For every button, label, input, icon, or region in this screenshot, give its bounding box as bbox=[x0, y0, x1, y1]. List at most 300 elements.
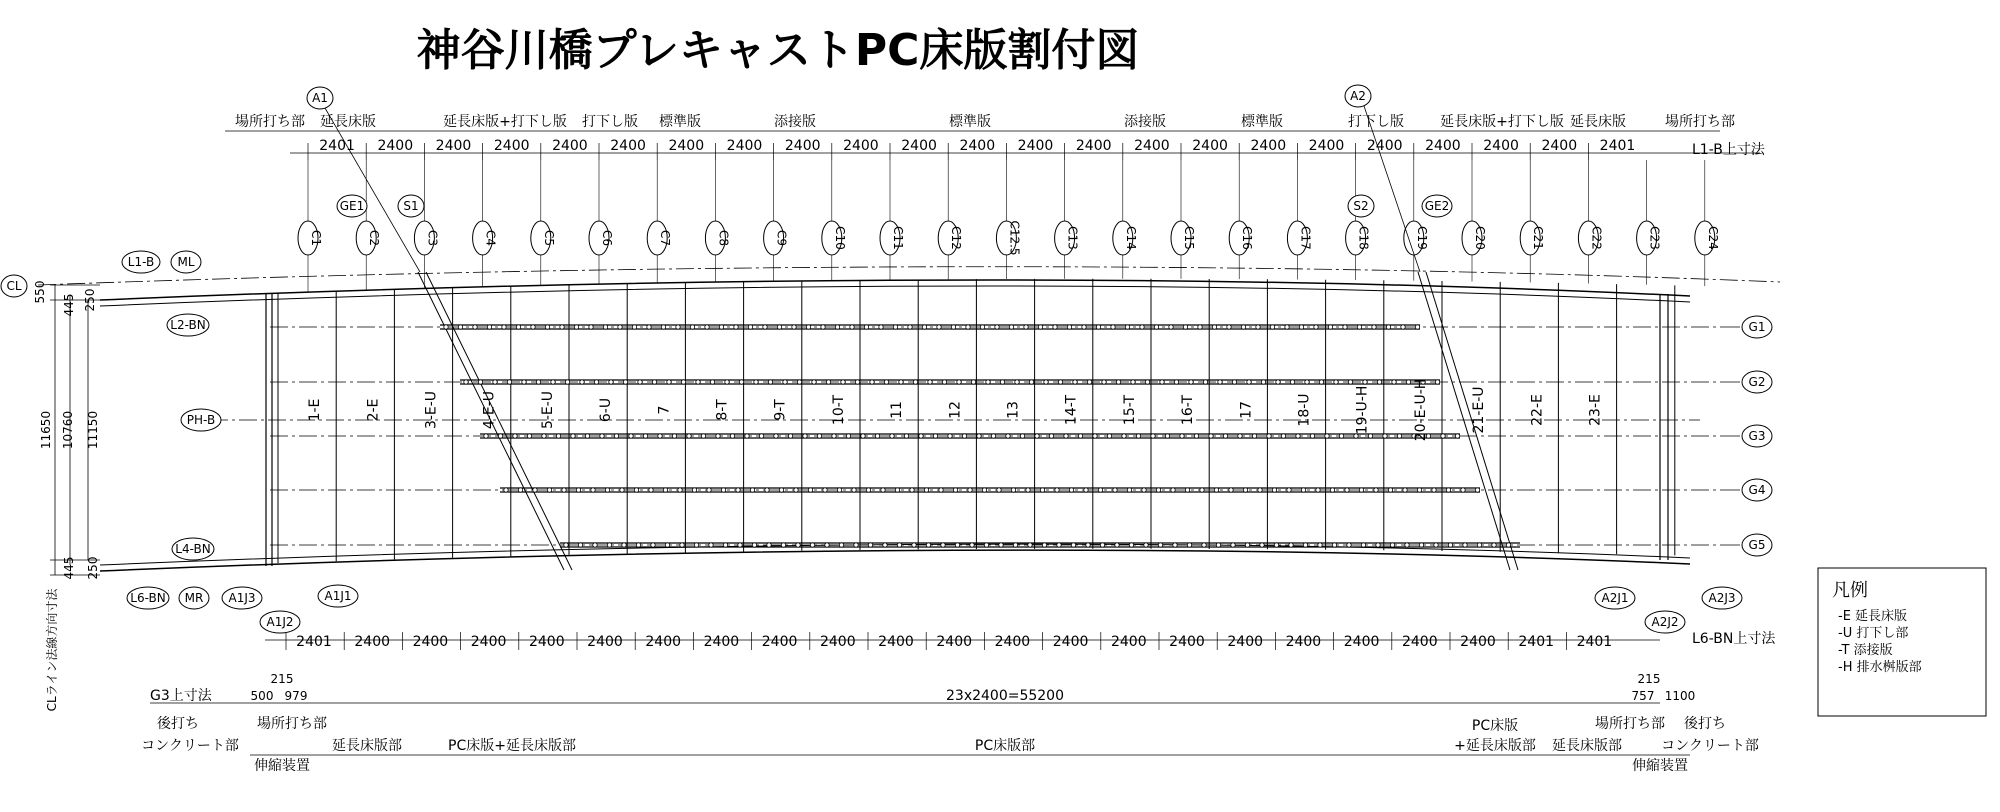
bottom-dim-value: 2400 bbox=[1401, 634, 1438, 650]
top-dim-value: 2400 bbox=[1134, 138, 1170, 154]
girder-tags bbox=[1720, 316, 1772, 556]
stud-hole bbox=[1024, 325, 1028, 329]
panel-label: 9-T bbox=[772, 399, 789, 421]
stud-hole bbox=[1151, 434, 1155, 438]
stud-hole bbox=[1035, 434, 1039, 438]
stud-hole bbox=[1339, 434, 1343, 438]
zone-right-expansion: 伸縮装置 bbox=[1632, 758, 1688, 774]
stud-hole bbox=[672, 434, 676, 438]
stud-hole bbox=[1144, 543, 1148, 547]
svg-text:C10: C10 bbox=[832, 226, 847, 250]
bottom-dim-value: 2400 bbox=[645, 634, 682, 650]
stud-hole bbox=[652, 380, 656, 384]
stud-hole bbox=[792, 325, 796, 329]
stud-hole bbox=[1390, 543, 1394, 547]
stud-hole bbox=[1461, 488, 1465, 492]
stud-hole bbox=[709, 543, 713, 547]
stud-hole bbox=[803, 434, 807, 438]
dim-250-bottom: 250 bbox=[86, 556, 100, 580]
panel-label: 6-U bbox=[598, 397, 615, 423]
panel-label: 1-E bbox=[307, 398, 324, 422]
top-dim-value: 2400 bbox=[1017, 138, 1054, 154]
top-zone-label: 添接版 bbox=[1124, 114, 1166, 130]
stud-hole bbox=[1492, 543, 1496, 547]
panel-label: 17 bbox=[1238, 401, 1255, 419]
stud-hole bbox=[1125, 325, 1129, 329]
bottom-right-dim-label: L6-BN上寸法 bbox=[1692, 631, 1776, 647]
zone-left-after: 後打ち bbox=[157, 716, 199, 732]
stud-hole bbox=[910, 488, 914, 492]
stud-hole bbox=[1078, 434, 1082, 438]
girder-tag-g1 bbox=[1742, 316, 1772, 338]
girder-lines bbox=[270, 325, 1720, 547]
svg-text:G2: G2 bbox=[1748, 375, 1766, 389]
stud-hole bbox=[1477, 543, 1481, 547]
stud-hole bbox=[1069, 488, 1073, 492]
stud-hole bbox=[1348, 380, 1352, 384]
cross-beam-c18 bbox=[1346, 160, 1371, 280]
stud-hole bbox=[1107, 434, 1111, 438]
stud-hole bbox=[1038, 325, 1042, 329]
stud-hole bbox=[754, 380, 758, 384]
stud-hole bbox=[1227, 325, 1231, 329]
bottom-dim-value: 2400 bbox=[528, 634, 565, 650]
bottom-dim-value: 2400 bbox=[587, 634, 623, 650]
cross-beam-c12 bbox=[938, 160, 963, 279]
stud-hole bbox=[1318, 543, 1322, 547]
svg-text:C8: C8 bbox=[716, 229, 731, 247]
svg-text:S1: S1 bbox=[403, 199, 419, 213]
stud-hole bbox=[636, 543, 640, 547]
zone-right-concrete: コンクリート部 bbox=[1661, 738, 1759, 754]
top-zone-label: 標準版 bbox=[659, 114, 701, 130]
stud-hole bbox=[562, 488, 566, 492]
stud-hole bbox=[1388, 488, 1392, 492]
svg-text:CL: CL bbox=[6, 279, 22, 293]
stud-hole bbox=[564, 543, 568, 547]
dim-550: 550 bbox=[33, 280, 47, 304]
stud-hole bbox=[982, 488, 986, 492]
stud-hole bbox=[1415, 325, 1419, 329]
stud-hole bbox=[980, 325, 984, 329]
zone-right-extension: 延長床版部 bbox=[1552, 738, 1622, 754]
zone-left-pc-ext: PC床版+延長床版部 bbox=[448, 738, 576, 754]
stud-hole bbox=[875, 434, 879, 438]
stud-hole bbox=[1374, 488, 1378, 492]
panel-label: 21-E-U bbox=[1471, 386, 1488, 434]
stud-hole bbox=[1058, 380, 1062, 384]
joint-a2j3 bbox=[1702, 587, 1742, 609]
stud-hole bbox=[767, 543, 771, 547]
zone-right-pc-2: +延長床版部 bbox=[1454, 738, 1536, 754]
stud-hole bbox=[1401, 325, 1405, 329]
stud-hole bbox=[649, 488, 653, 492]
cross-beam-c16 bbox=[1229, 160, 1254, 279]
svg-text:C12.5: C12.5 bbox=[1007, 220, 1022, 256]
stud-hole bbox=[1256, 325, 1260, 329]
top-dim-value: 2400 bbox=[377, 138, 414, 154]
stud-hole bbox=[779, 488, 783, 492]
stud-hole bbox=[678, 488, 682, 492]
svg-text:L4-BN: L4-BN bbox=[175, 542, 211, 556]
stud-hole bbox=[953, 488, 957, 492]
stud-hole bbox=[719, 325, 723, 329]
stud-hole bbox=[1087, 380, 1091, 384]
stud-hole bbox=[694, 543, 698, 547]
stud-hole bbox=[556, 434, 560, 438]
cross-beam-c23 bbox=[1637, 160, 1662, 285]
stud-hole bbox=[1328, 325, 1332, 329]
stud-hole bbox=[893, 325, 897, 329]
stud-hole bbox=[1115, 543, 1119, 547]
svg-text:L2-BN: L2-BN bbox=[170, 318, 206, 332]
stud-hole bbox=[1015, 380, 1019, 384]
stud-hole bbox=[1316, 488, 1320, 492]
stud-hole bbox=[870, 380, 874, 384]
cross-beam-c9 bbox=[764, 160, 789, 281]
stud-hole bbox=[1209, 434, 1213, 438]
stud-hole bbox=[1345, 488, 1349, 492]
stud-hole bbox=[796, 543, 800, 547]
stud-hole bbox=[1299, 325, 1303, 329]
stud-hole bbox=[1187, 543, 1191, 547]
stud-hole bbox=[922, 325, 926, 329]
stud-hole bbox=[605, 488, 609, 492]
bottom-dim-value: 2400 bbox=[703, 634, 740, 650]
stud-hole bbox=[897, 543, 901, 547]
stud-hole bbox=[1261, 380, 1265, 384]
cross-beam-c6 bbox=[589, 160, 614, 284]
panel-label: 23-E bbox=[1587, 394, 1604, 426]
stud-hole bbox=[774, 434, 778, 438]
stud-hole bbox=[991, 434, 995, 438]
dim-445-top: 445 bbox=[62, 293, 76, 317]
stud-hole bbox=[518, 488, 522, 492]
svg-text:C21: C21 bbox=[1531, 226, 1546, 250]
stud-hole bbox=[1212, 325, 1216, 329]
svg-text:G4: G4 bbox=[1748, 483, 1766, 497]
stud-hole bbox=[1214, 488, 1218, 492]
dim-11650: 11650 bbox=[39, 410, 53, 450]
stud-hole bbox=[1357, 325, 1361, 329]
stud-hole bbox=[1011, 488, 1015, 492]
stud-hole bbox=[812, 380, 816, 384]
top-zone-label: 延長床版+打下し版 bbox=[443, 114, 567, 130]
stud-hole bbox=[1136, 434, 1140, 438]
stud-hole bbox=[1405, 543, 1409, 547]
cross-beam-c11 bbox=[880, 160, 905, 280]
stud-hole bbox=[1216, 543, 1220, 547]
stud-hole bbox=[1006, 434, 1010, 438]
legend-item-e: -E 延長床版 bbox=[1838, 609, 1908, 624]
stud-hole bbox=[692, 488, 696, 492]
stud-hole bbox=[1432, 488, 1436, 492]
top-dim-value: 2400 bbox=[1192, 138, 1228, 154]
top-dim-value: 2400 bbox=[1308, 138, 1345, 154]
svg-text:C19: C19 bbox=[1414, 226, 1429, 250]
svg-text:C12: C12 bbox=[949, 226, 964, 250]
g3-dim-215-left: 215 bbox=[270, 672, 294, 686]
svg-text:L1-B: L1-B bbox=[127, 255, 155, 269]
stud-hole bbox=[620, 488, 624, 492]
stud-hole bbox=[1067, 325, 1071, 329]
stud-hole bbox=[1383, 434, 1387, 438]
stud-hole bbox=[1347, 543, 1351, 547]
svg-text:C1: C1 bbox=[309, 229, 323, 247]
svg-text:C9: C9 bbox=[774, 229, 789, 247]
svg-text:C23: C23 bbox=[1647, 226, 1662, 250]
stud-hole bbox=[507, 380, 511, 384]
bottom-dim-value: 2400 bbox=[1169, 634, 1205, 650]
stud-hole bbox=[984, 543, 988, 547]
stud-hole bbox=[1171, 488, 1175, 492]
stud-hole bbox=[701, 434, 705, 438]
stud-hole bbox=[571, 434, 575, 438]
bottom-dim-value: 2400 bbox=[878, 634, 914, 650]
g3-dim-215-right: 215 bbox=[1637, 672, 1661, 686]
zone-right-after: 後打ち bbox=[1684, 716, 1726, 732]
bottom-dims bbox=[286, 632, 1612, 650]
stud-hole bbox=[1287, 488, 1291, 492]
joint-a1j3 bbox=[222, 587, 262, 609]
cross-beam-c8 bbox=[705, 160, 730, 282]
joint-a2j2 bbox=[1645, 611, 1685, 633]
stud-hole bbox=[687, 434, 691, 438]
top-dim-value: 2401 bbox=[319, 138, 355, 154]
marker-cl bbox=[1, 275, 27, 297]
stud-hole bbox=[861, 434, 865, 438]
stud-hole bbox=[1289, 543, 1293, 547]
stud-hole bbox=[667, 380, 671, 384]
zone-left-site: 場所打ち部 bbox=[257, 716, 327, 732]
stud-hole bbox=[1169, 325, 1173, 329]
stud-hole bbox=[1100, 543, 1104, 547]
stud-hole bbox=[1285, 325, 1289, 329]
stud-hole bbox=[881, 488, 885, 492]
stud-hole bbox=[1185, 488, 1189, 492]
cross-beam-c15 bbox=[1171, 160, 1196, 279]
top-zone-label: 延長床版 bbox=[320, 114, 376, 130]
stud-hole bbox=[1055, 488, 1059, 492]
stud-hole bbox=[999, 543, 1003, 547]
g3-dim-1100: 1100 bbox=[1664, 689, 1696, 703]
stud-hole bbox=[661, 325, 665, 329]
stud-hole bbox=[663, 488, 667, 492]
stud-hole bbox=[832, 434, 836, 438]
legend-item-h: -H 排水桝版部 bbox=[1838, 660, 1922, 675]
bottom-dim-value: 2400 bbox=[936, 634, 973, 650]
stud-hole bbox=[594, 380, 598, 384]
drawing-title: 神谷川橋プレキャストPC床版割付図 bbox=[416, 25, 1140, 76]
bottom-dim-value: 2400 bbox=[354, 634, 391, 650]
stud-hole bbox=[1260, 543, 1264, 547]
stud-hole bbox=[721, 488, 725, 492]
stud-hole bbox=[1359, 488, 1363, 492]
legend-title: 凡例 bbox=[1832, 580, 1868, 601]
stud-hole bbox=[600, 434, 604, 438]
bottom-dim-value: 2400 bbox=[761, 634, 798, 650]
stud-hole bbox=[748, 325, 752, 329]
stud-hole bbox=[997, 488, 1001, 492]
marker-l4bn bbox=[172, 538, 214, 560]
stud-hole bbox=[560, 325, 564, 329]
stud-hole bbox=[1013, 543, 1017, 547]
stud-hole bbox=[951, 325, 955, 329]
stud-hole bbox=[647, 325, 651, 329]
dim-10760: 10760 bbox=[61, 410, 75, 450]
stud-hole bbox=[1290, 380, 1294, 384]
stud-hole bbox=[464, 380, 468, 384]
stud-hole bbox=[817, 434, 821, 438]
svg-text:A1J3: A1J3 bbox=[228, 591, 256, 605]
stud-hole bbox=[855, 380, 859, 384]
cross-beam-c17 bbox=[1287, 160, 1312, 279]
stud-hole bbox=[1093, 434, 1097, 438]
stud-hole bbox=[1173, 543, 1177, 547]
legend-item-u: -U 打下し部 bbox=[1838, 626, 1909, 641]
stud-hole bbox=[1064, 434, 1068, 438]
stud-hole bbox=[937, 325, 941, 329]
stud-hole bbox=[879, 325, 883, 329]
panel-label: 8-T bbox=[714, 399, 731, 421]
stud-hole bbox=[971, 380, 975, 384]
stud-hole bbox=[1082, 325, 1086, 329]
stud-hole bbox=[750, 488, 754, 492]
marker-l1b bbox=[122, 251, 160, 273]
top-zone-label: 場所打ち部 bbox=[1665, 114, 1735, 130]
svg-text:C15: C15 bbox=[1182, 226, 1196, 250]
stud-hole bbox=[1441, 434, 1445, 438]
cross-beam-c5 bbox=[531, 160, 556, 286]
stud-hole bbox=[899, 380, 903, 384]
svg-text:C13: C13 bbox=[1065, 226, 1080, 250]
stud-hole bbox=[1229, 488, 1233, 492]
stud-hole bbox=[705, 325, 709, 329]
stud-hole bbox=[752, 543, 756, 547]
stud-hole bbox=[1305, 380, 1309, 384]
stud-hole bbox=[707, 488, 711, 492]
bottom-dim-value: 2400 bbox=[819, 634, 856, 650]
stud-hole bbox=[651, 543, 655, 547]
stud-hole bbox=[578, 543, 582, 547]
stud-hole bbox=[1403, 488, 1407, 492]
stud-hole bbox=[850, 325, 854, 329]
stud-hole bbox=[1223, 434, 1227, 438]
stud-hole bbox=[1194, 434, 1198, 438]
panel-label: 16-T bbox=[1180, 394, 1197, 426]
stud-hole bbox=[1252, 434, 1256, 438]
stud-hole bbox=[941, 543, 945, 547]
top-zone-label: 場所打ち部 bbox=[235, 114, 305, 130]
bottom-dim-value: 2400 bbox=[1460, 634, 1496, 650]
stud-hole bbox=[1392, 380, 1396, 384]
svg-text:L6-BN: L6-BN bbox=[130, 591, 166, 605]
stud-hole bbox=[970, 543, 974, 547]
panel-label: 15-T bbox=[1121, 394, 1138, 426]
stud-hole bbox=[527, 434, 531, 438]
stud-hole bbox=[591, 488, 595, 492]
stud-hole bbox=[797, 380, 801, 384]
deck-top-edge-inner bbox=[100, 286, 1690, 306]
stud-hole bbox=[1053, 325, 1057, 329]
stud-hole bbox=[725, 380, 729, 384]
bottom-dim-value: 2400 bbox=[470, 634, 507, 650]
cross-beam-c24 bbox=[1695, 160, 1720, 286]
stud-hole bbox=[966, 325, 970, 329]
panel-label: 22-E bbox=[1529, 394, 1546, 426]
stud-hole bbox=[895, 488, 899, 492]
panel-label: 4-E-U bbox=[481, 390, 498, 430]
stud-hole bbox=[1281, 434, 1285, 438]
stud-hole bbox=[825, 543, 829, 547]
stud-hole bbox=[968, 488, 972, 492]
stud-hole bbox=[1102, 380, 1106, 384]
top-zones bbox=[235, 113, 1735, 130]
stud-hole bbox=[933, 434, 937, 438]
stud-hole bbox=[1044, 380, 1048, 384]
stud-hole bbox=[487, 325, 491, 329]
zone-left-concrete: コンクリート部 bbox=[141, 738, 239, 754]
svg-text:G1: G1 bbox=[1748, 320, 1766, 334]
stud-hole bbox=[551, 380, 555, 384]
cross-beam-c13 bbox=[1055, 160, 1080, 279]
top-dim-value: 2400 bbox=[610, 138, 646, 154]
stud-hole bbox=[1296, 434, 1300, 438]
stud-hole bbox=[607, 543, 611, 547]
stud-hole bbox=[1419, 543, 1423, 547]
bottom-dim-value: 2401 bbox=[1576, 634, 1613, 650]
cross-beam-c14 bbox=[1113, 160, 1138, 279]
stud-hole bbox=[1000, 380, 1004, 384]
stud-hole bbox=[826, 380, 830, 384]
girder-tag-g4 bbox=[1742, 479, 1772, 501]
panel-label: 3-E-U bbox=[423, 390, 440, 430]
stud-hole bbox=[852, 488, 856, 492]
stud-hole bbox=[1475, 488, 1479, 492]
stud-hole bbox=[681, 380, 685, 384]
stud-hole bbox=[680, 543, 684, 547]
stud-hole bbox=[1258, 488, 1262, 492]
stud-hole bbox=[1267, 434, 1271, 438]
stud-hole bbox=[585, 434, 589, 438]
top-dim-value: 2400 bbox=[1483, 138, 1519, 154]
stud-hole bbox=[854, 543, 858, 547]
cross-beam-c10 bbox=[822, 160, 847, 280]
stud-hole bbox=[1183, 325, 1187, 329]
svg-text:G3: G3 bbox=[1748, 429, 1766, 443]
stud-hole bbox=[1376, 543, 1380, 547]
stud-hole bbox=[716, 434, 720, 438]
svg-text:C4: C4 bbox=[483, 229, 498, 247]
top-zone-label: 延長床版+打下し版 bbox=[1440, 114, 1564, 130]
stud-hole bbox=[542, 434, 546, 438]
stud-hole bbox=[912, 543, 916, 547]
stud-hole bbox=[710, 380, 714, 384]
cross-beam-c7 bbox=[647, 160, 672, 283]
stud-hole bbox=[516, 325, 520, 329]
stud-hole bbox=[1455, 434, 1459, 438]
stud-hole bbox=[1377, 380, 1381, 384]
skew-line-a2-1 bbox=[1418, 272, 1510, 570]
bottom-dim-value: 2400 bbox=[412, 634, 449, 650]
g3-dim-500: 500 bbox=[250, 689, 274, 703]
svg-text:C14: C14 bbox=[1123, 226, 1138, 250]
svg-text:A1J1: A1J1 bbox=[324, 589, 352, 603]
zone-left-expansion: 伸縮装置 bbox=[254, 758, 310, 774]
svg-text:A1: A1 bbox=[312, 91, 328, 105]
stud-hole bbox=[623, 380, 627, 384]
g3-dim-757: 757 bbox=[1631, 689, 1655, 703]
